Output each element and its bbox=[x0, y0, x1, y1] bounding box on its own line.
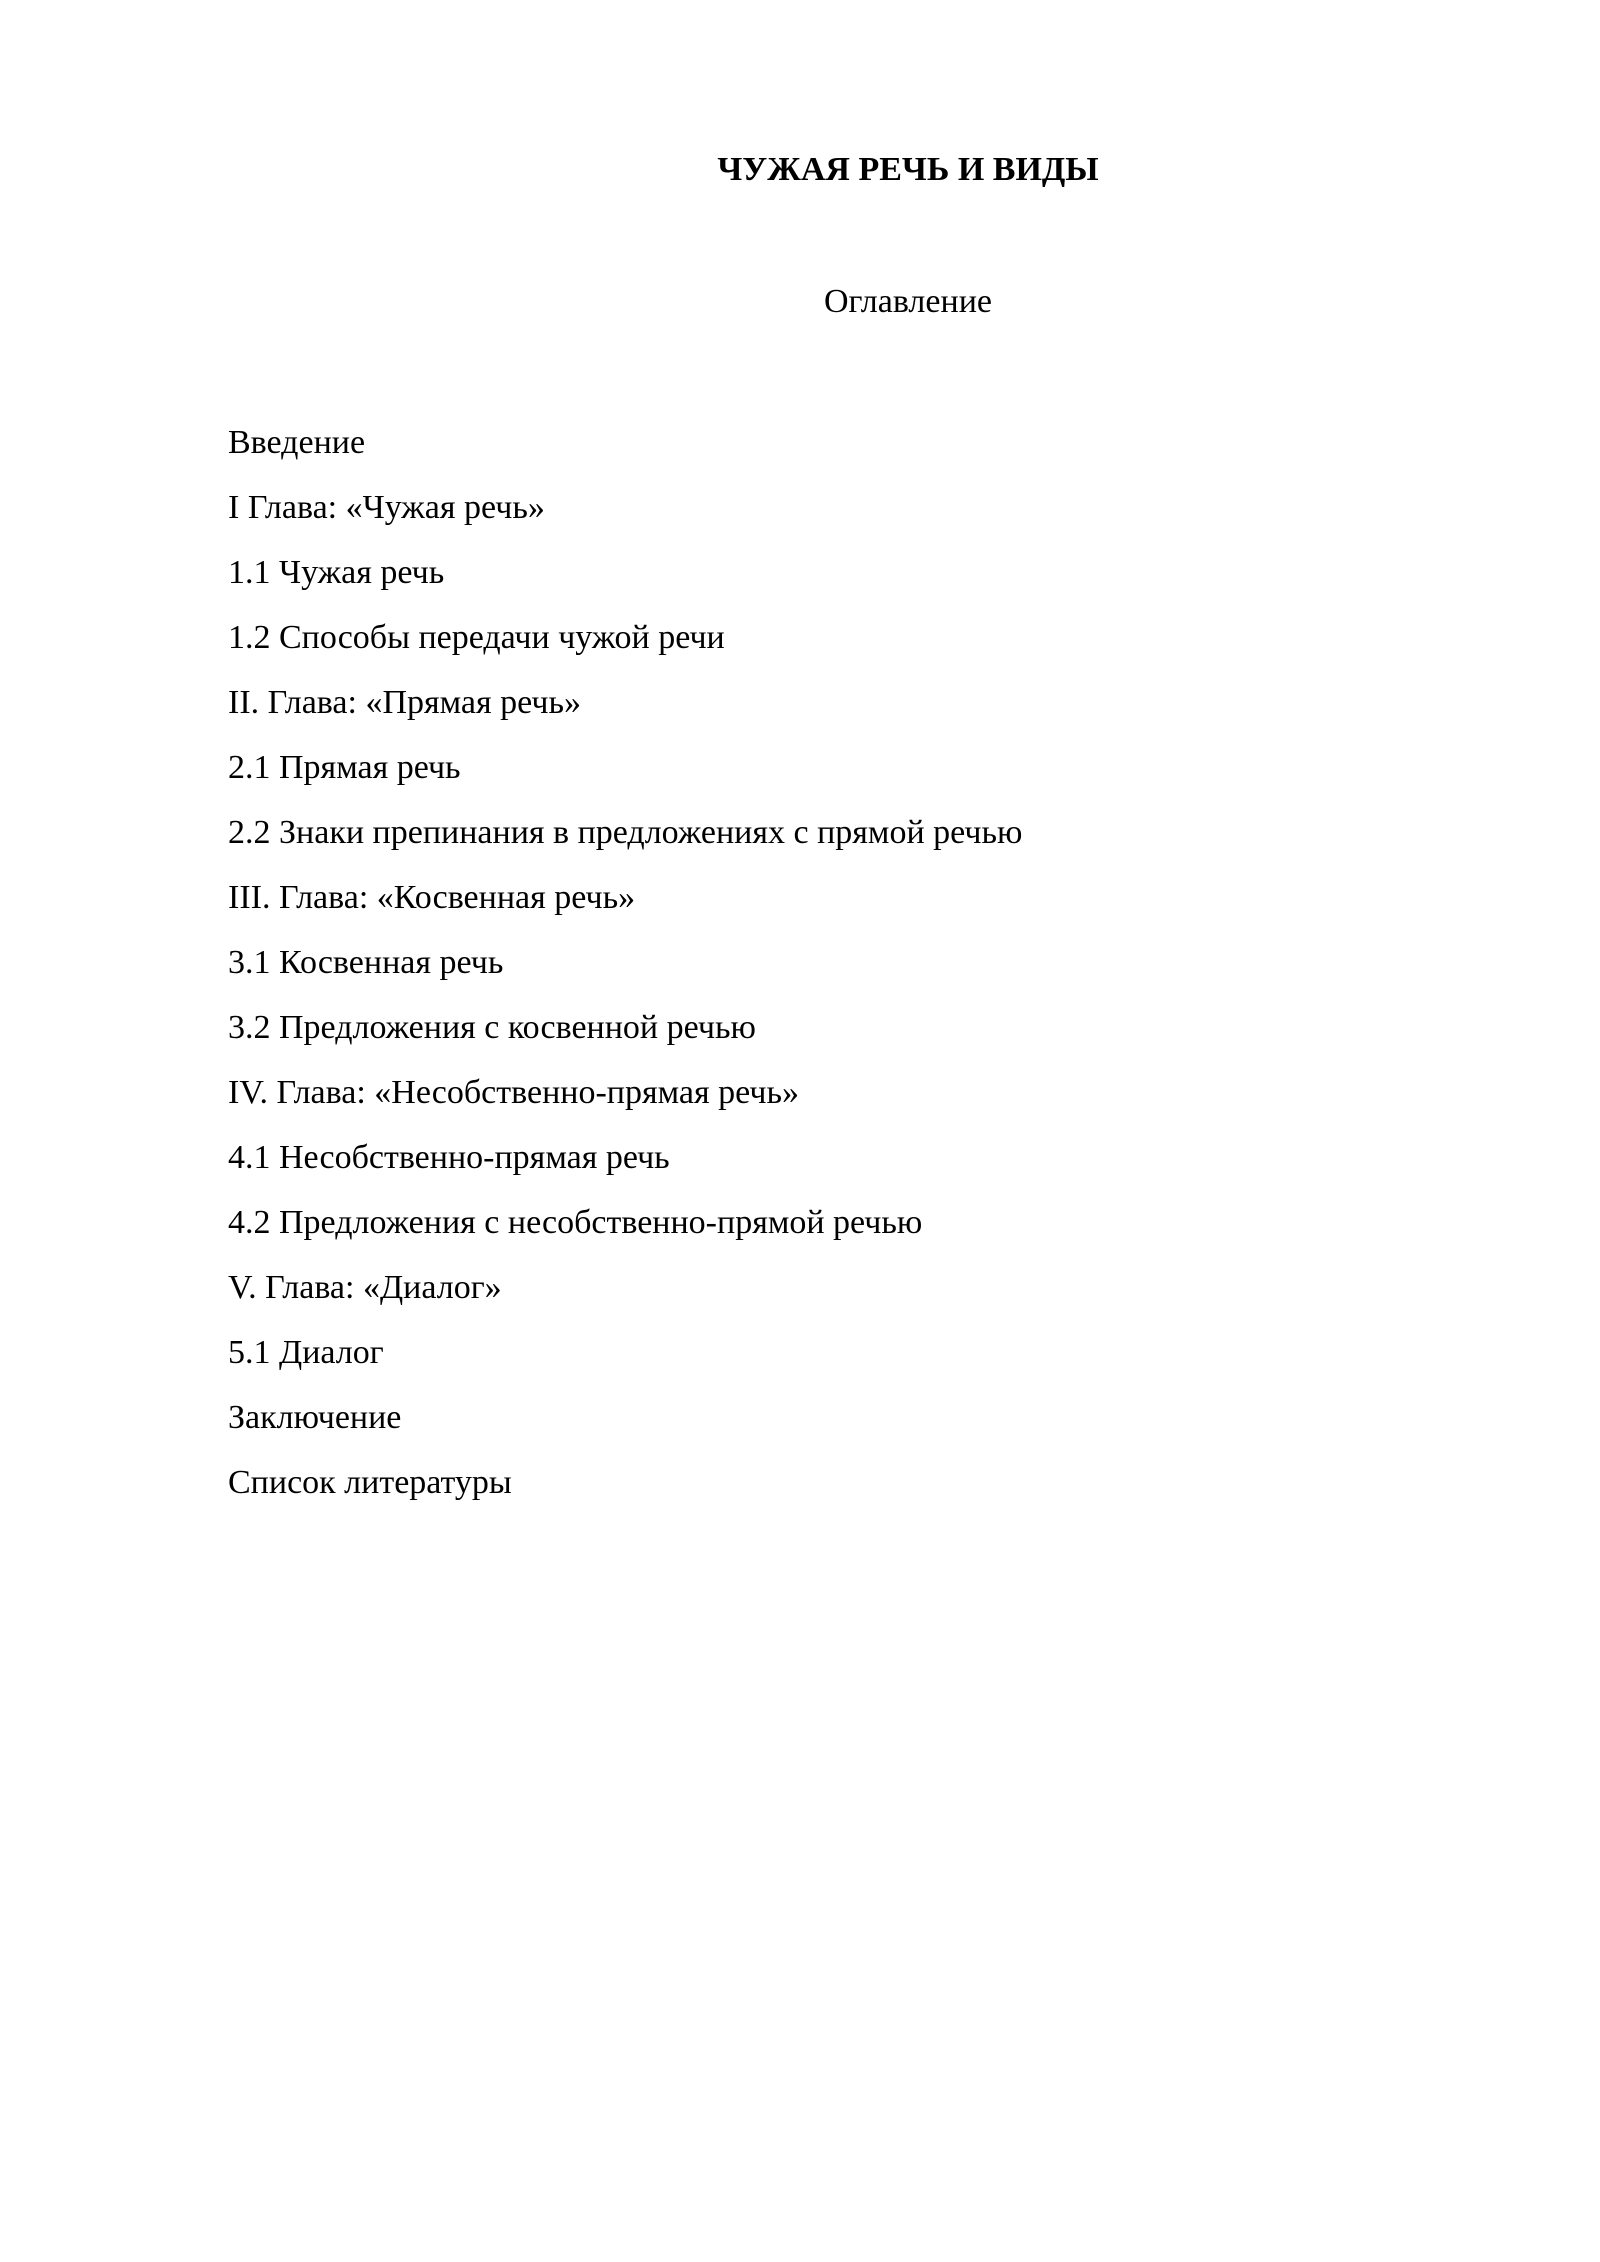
toc-item-chapter-4: IV. Глава: «Несобственно-прямая речь» bbox=[228, 1074, 799, 1111]
toc-item-2-2: 2.2 Знаки препинания в предложениях с прямой речью bbox=[228, 814, 1023, 851]
toc-item-4-1: 4.1 Несобственно-прямая речь bbox=[228, 1139, 670, 1176]
document-title: ЧУЖАЯ РЕЧЬ И ВИДЫ bbox=[717, 151, 1099, 188]
toc-item-2-1: 2.1 Прямая речь bbox=[228, 749, 461, 786]
toc-item-introduction: Введение bbox=[228, 424, 366, 461]
toc-item-5-1: 5.1 Диалог bbox=[228, 1334, 384, 1371]
toc-item-chapter-2: II. Глава: «Прямая речь» bbox=[228, 684, 581, 721]
toc-item-bibliography: Список литературы bbox=[228, 1464, 512, 1501]
toc-item-3-2: 3.2 Предложения с косвенной речью bbox=[228, 1009, 756, 1046]
toc-item-conclusion: Заключение bbox=[228, 1399, 402, 1436]
toc-item-4-2: 4.2 Предложения с несобственно-прямой речью bbox=[228, 1204, 923, 1241]
toc-item-chapter-3: III. Глава: «Косвенная речь» bbox=[228, 879, 636, 916]
table-of-contents bbox=[228, 410, 1022, 1515]
toc-heading: Оглавление bbox=[824, 283, 992, 320]
toc-item-chapter-1: I Глава: «Чужая речь» bbox=[228, 489, 545, 526]
toc-item-3-1: 3.1 Косвенная речь bbox=[228, 944, 504, 981]
toc-item-1-1: 1.1 Чужая речь bbox=[228, 554, 445, 591]
toc-item-chapter-5: V. Глава: «Диалог» bbox=[228, 1269, 502, 1306]
toc-item-1-2: 1.2 Способы передачи чужой речи bbox=[228, 619, 725, 656]
